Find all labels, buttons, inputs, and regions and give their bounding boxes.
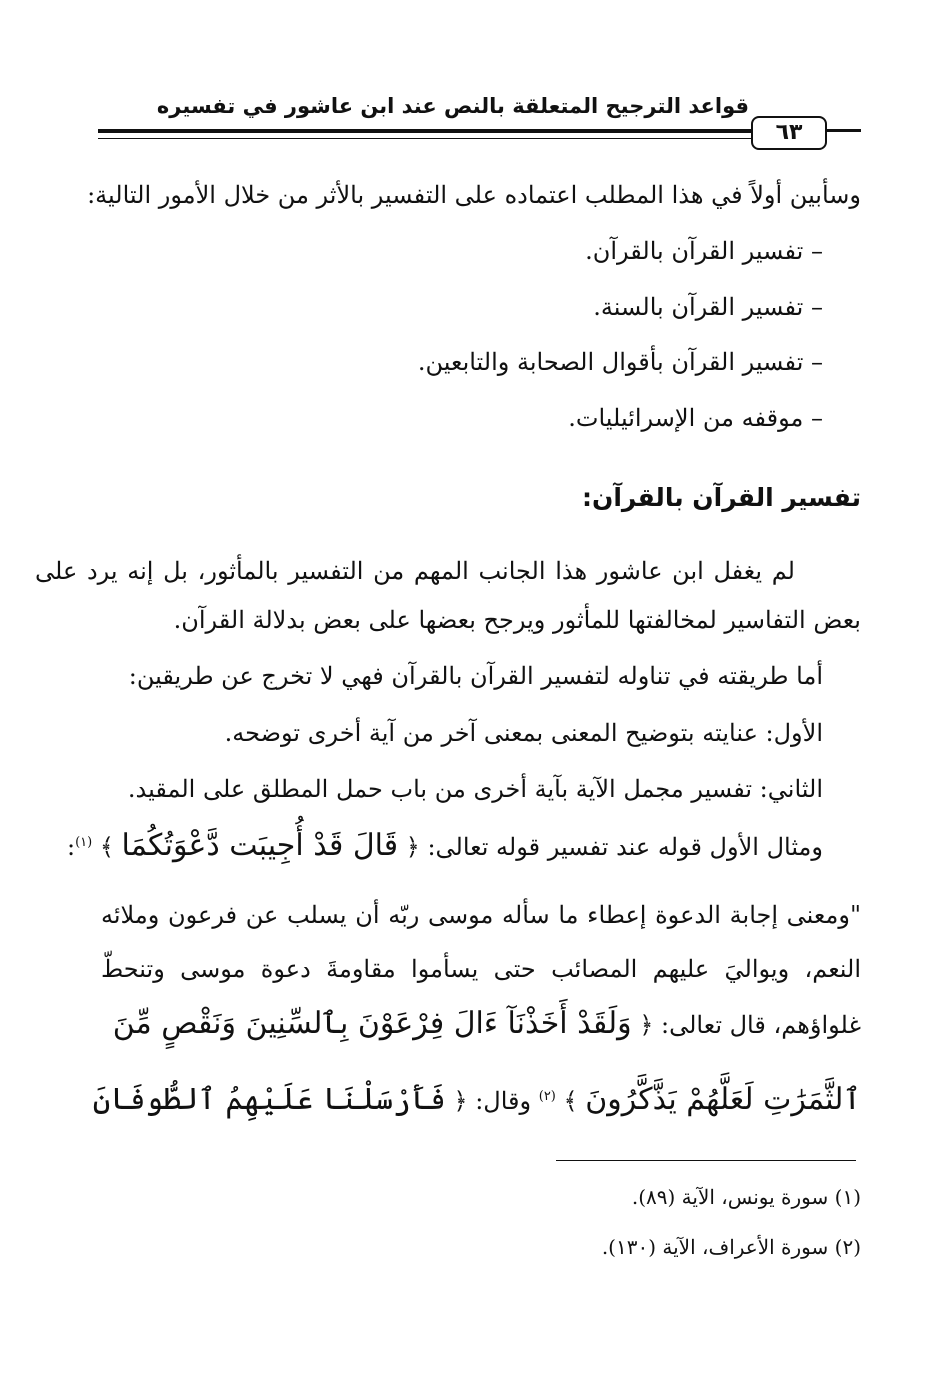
footnote-ref: (٢) bbox=[538, 1089, 556, 1104]
paragraph-line: الثاني: تفسير مجمل الآية بآية أخرى من باب حمل المطلق على المقيد. bbox=[127, 775, 823, 803]
intro-list-item: – تفسير القرآن بالسنة. bbox=[593, 293, 823, 321]
footnote-separator bbox=[556, 1160, 856, 1161]
verse-close-bracket: ﴾ bbox=[99, 833, 114, 861]
example-prefix: ومثال الأول قوله عند تفسير قوله تعالى: ﴿ bbox=[405, 833, 823, 861]
quran-verse: ٱلثَّمَرَٰتِ لَعَلَّهُمْ يَذَّكَّرُونَ bbox=[585, 1082, 861, 1117]
verse-close-bracket: ﴾ bbox=[563, 1087, 578, 1115]
header-rule-thin bbox=[98, 138, 751, 139]
intro-list-item: – موقفه من الإسرائيليات. bbox=[568, 404, 823, 432]
quran-verse: قَالَ قَدْ أُجِيبَت دَّعْوَتُكُمَا bbox=[121, 828, 399, 863]
quote-line: "ومعنى إجابة الدعوة إعطاء ما سأله موسى ربّه أن يسلب عن فرعون وملائه bbox=[101, 901, 861, 929]
example-line bbox=[43, 826, 823, 864]
header-rule-thick bbox=[98, 129, 751, 133]
quote-line bbox=[81, 1007, 861, 1042]
quran-verse: فَأَرْسَلْنَا عَلَيْهِمُ ٱلطُّوفَانَ bbox=[92, 1082, 446, 1117]
paragraph-line: بعض التفاسير لمخالفتها للمأثور ويرجح بعضها على بعض بدلالة القرآن. bbox=[173, 606, 861, 634]
intro-sentence: وسأبين أولاً في هذا المطلب اعتماده على التفسير بالأثر من خلال الأمور التالية: bbox=[87, 181, 861, 209]
header-rule-right bbox=[825, 129, 861, 132]
quran-verse: وَلَقَدْ أَخَذْنَآ ءَالَ فِرْعَوْنَ بِٱلسِّنِينَ وَنَقْصٍ مِّنَ bbox=[112, 1006, 632, 1041]
running-header-title: قواعد الترجيح المتعلقة بالنص عند ابن عاشور في تفسيره bbox=[156, 94, 749, 118]
intro-list-item: – تفسير القرآن بالقرآن. bbox=[585, 237, 823, 265]
quote-line bbox=[81, 1080, 861, 1118]
quote-said: وقال: ﴿ bbox=[453, 1087, 532, 1115]
quote-prefix: غلواؤهم، قال تعالى: ﴿ bbox=[639, 1011, 861, 1039]
paragraph-line: الأول: عنايته بتوضيح المعنى بمعنى آخر من آية أخرى توضحه. bbox=[224, 719, 823, 747]
paragraph-line: لم يغفل ابن عاشور هذا الجانب المهم من التفسير بالمأثور، بل إنه يرد على bbox=[35, 557, 795, 585]
footnote-ref: (١) bbox=[75, 835, 93, 850]
section-heading: تفسير القرآن بالقرآن: bbox=[581, 483, 861, 512]
intro-list-item: – تفسير القرآن بأقوال الصحابة والتابعين. bbox=[417, 348, 823, 376]
quote-line: النعم، ويواليَ عليهم المصائب حتى يسأموا مقاومةَ دعوة موسى وتنحطّ bbox=[101, 955, 861, 983]
footnote: (١) سورة يونس، الآية (٨٩). bbox=[631, 1185, 861, 1209]
colon: : bbox=[66, 833, 76, 861]
footnote: (٢) سورة الأعراف، الآية (١٣٠). bbox=[601, 1235, 861, 1259]
paragraph-line: أما طريقته في تناوله لتفسير القرآن بالقرآن فهي لا تخرج عن طريقين: bbox=[128, 662, 823, 690]
page-number-box: ٦٣ bbox=[751, 116, 827, 150]
